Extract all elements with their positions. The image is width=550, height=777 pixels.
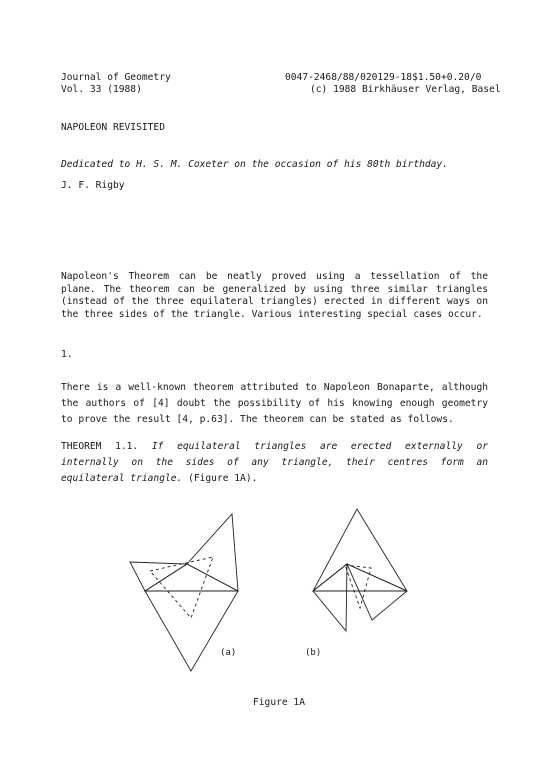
theorem-label: THEOREM 1.1. bbox=[61, 441, 139, 452]
equilateral-b-top bbox=[313, 509, 407, 591]
theorem-statement: If equilateral triangles are erected externally or internally on the sides of any triangle, their centres form an equilateral triangle. bbox=[61, 441, 489, 484]
dedication: Dedicated to H. S. M. Coxeter on the occasion of his 80th birthday. bbox=[61, 159, 448, 170]
abstract-paragraph: Napoleon's Theorem can be neatly proved using a tessellation of the plane. The theorem can be generalized by using three similar triangles (instead of the three equilateral triangles) erected in different ways on the three sides of the triangle. Various interesting special cases occur. bbox=[61, 271, 488, 320]
author-name: J. F. Rigby bbox=[61, 180, 125, 191]
figure-label-a: (a) bbox=[220, 648, 237, 658]
journal-volume: Vol. 33 (1988) bbox=[61, 84, 142, 95]
figure-caption: Figure 1A bbox=[253, 697, 305, 708]
equilateral-b-left bbox=[313, 564, 347, 631]
paper-title: NAPOLEON REVISITED bbox=[61, 122, 165, 133]
equilateral-a-left bbox=[130, 562, 187, 591]
equilateral-b-right bbox=[347, 564, 407, 620]
theorem-figure-reference: (Figure 1A). bbox=[188, 473, 258, 484]
equilateral-a-right bbox=[187, 514, 238, 591]
article-code: 0047-2468/88/020129-18$1.50+0.20/0 bbox=[285, 72, 482, 83]
triangle-a-base bbox=[145, 564, 238, 591]
napoleon-triangle-a bbox=[150, 557, 213, 618]
equilateral-a-bottom bbox=[145, 591, 238, 671]
intro-paragraph: There is a well-known theorem attributed to Napoleon Bonaparte, although the authors of [4] doubt the possibility of his knowing enough geometry to prove the result [4, p.63]. The theorem can be stated as follows. bbox=[61, 382, 488, 425]
copyright-line: (c) 1988 Birkhäuser Verlag, Basel bbox=[310, 84, 501, 95]
journal-name: Journal of Geometry bbox=[61, 72, 171, 83]
napoleon-triangle-b bbox=[345, 565, 371, 608]
figure-label-b: (b) bbox=[305, 648, 322, 658]
section-number: 1. bbox=[61, 349, 73, 360]
figure-b-construction bbox=[313, 509, 407, 631]
